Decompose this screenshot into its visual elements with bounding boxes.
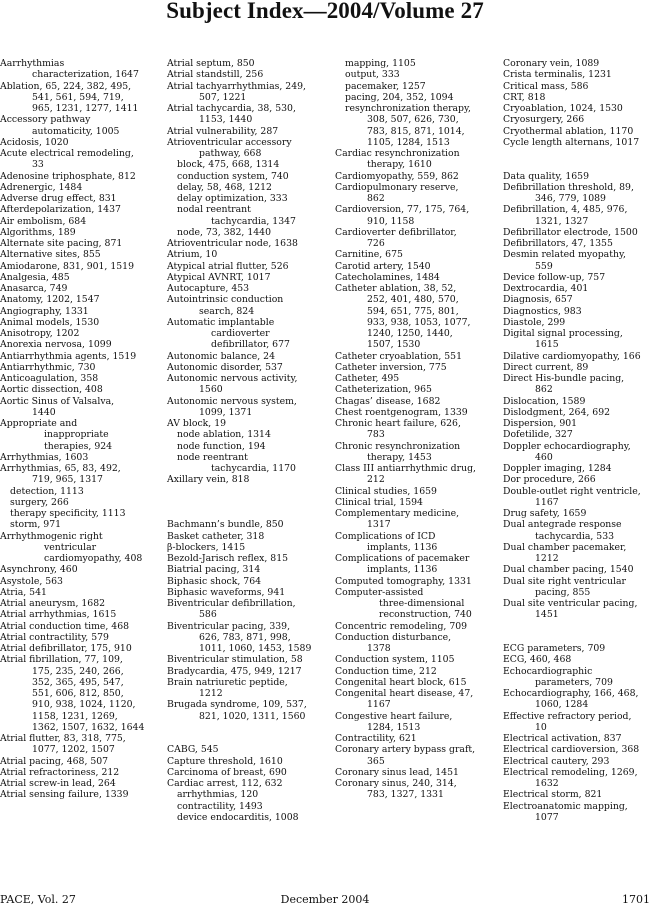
index-entry-line: Atrial defibrillator, 175, 910: [0, 643, 132, 654]
index-entry-line: Dilative cardiomyopathy, 166: [503, 350, 641, 362]
index-entry-line: Alternate site pacing, 871: [0, 238, 123, 249]
issue-date: December 2004: [280, 893, 370, 906]
index-entry-line: 1378: [367, 643, 391, 654]
index-entry-line: Electrical remodeling, 1269,: [503, 766, 638, 778]
index-entry-line: Antiarrhythmic, 730: [0, 361, 96, 373]
index-entry-line: Dual antegrade response: [503, 519, 622, 531]
index-column-3: [335, 58, 503, 801]
index-entry-line: Dual chamber pacemaker,: [503, 541, 627, 553]
index-entry-line: implants, 1136: [367, 564, 438, 576]
index-entry-line: three-dimensional: [379, 598, 465, 609]
index-entry-line: 1060, 1284: [535, 699, 589, 711]
index-entry-line: 1212: [199, 688, 223, 699]
index-entry-line: Acute electrical remodeling,: [0, 148, 134, 159]
index-entry-line: 1362, 1507, 1632, 1644: [32, 721, 145, 733]
index-entry-line: therapy, 1453: [367, 451, 432, 463]
index-entry-line: 1077, 1202, 1507: [32, 744, 115, 756]
index-entry-line: Diagnostics, 983: [503, 305, 582, 317]
index-entry-line: Asystole, 563: [0, 575, 63, 587]
index-entry-line: Cryosurgery, 266: [503, 114, 585, 126]
index-entry-line: Congenital heart disease, 47,: [335, 688, 474, 699]
index-entry-line: Congestive heart failure,: [335, 710, 453, 722]
index-entry-line: Catheter cryoablation, 551: [335, 350, 462, 362]
index-entry-line: Complications of ICD: [335, 530, 436, 542]
index-entry-line: Chronic resynchronization: [335, 440, 461, 452]
index-entry-line: device endocarditis, 1008: [177, 811, 299, 823]
index-entry-line: Chronic heart failure, 626,: [335, 418, 461, 429]
index-entry-line: Clinical studies, 1659: [335, 485, 437, 497]
index-gap: [503, 632, 650, 643]
index-entry-line: Electrical activation, 837: [503, 733, 622, 744]
index-entry-line: Adverse drug effect, 831: [0, 193, 117, 204]
index-entry-line: 10: [535, 721, 547, 733]
index-entry-line: Arrhythmias, 65, 83, 492,: [0, 463, 121, 474]
index-entry-line: ECG parameters, 709: [503, 643, 606, 654]
index-entry-line: pathway, 668: [199, 148, 262, 159]
index-entry-line: Complementary medicine,: [335, 508, 460, 519]
index-entry-line: Computer-assisted: [335, 586, 424, 598]
index-entry-line: Dislocation, 1589: [503, 395, 586, 407]
index-entry-line: inappropriate: [44, 429, 109, 441]
index-entry-line: Dual site ventricular pacing,: [503, 598, 638, 609]
index-entry-line: Anticoagulation, 358: [0, 373, 99, 384]
index-entry-line: Arrhythmias, 1603: [0, 451, 89, 463]
index-entry-line: search, 824: [199, 305, 255, 317]
index-entry-line: 1615: [535, 339, 559, 351]
index-entry-line: Adrenergic, 1484: [0, 181, 83, 193]
index-entry-line: Biventricular pacing, 339,: [167, 620, 291, 632]
index-entry-line: 1153, 1440: [199, 114, 253, 126]
index-entry-line: Autonomic nervous system,: [167, 395, 297, 407]
index-entry-line: 862: [535, 384, 553, 396]
index-entry-line: 559: [535, 260, 553, 272]
index-entry-line: 1440: [32, 406, 56, 418]
index-entry-line: Anorexia nervosa, 1099: [0, 339, 112, 351]
index-entry-line: Atrial contractility, 579: [0, 631, 109, 643]
index-entry-line: Accessory pathway: [0, 114, 91, 126]
index-entry-line: cardiomyopathy, 408: [44, 553, 143, 564]
index-entry-line: Double-outlet right ventricle,: [503, 485, 641, 497]
index-entry-line: CRT, 818: [503, 91, 546, 103]
index-entry-line: Analgesia, 485: [0, 271, 70, 283]
index-entry-line: Dislodgment, 264, 692: [503, 406, 611, 418]
index-entry-line: Class III antiarrhythmic drug,: [335, 463, 476, 474]
index-entry-line: 726: [367, 238, 385, 249]
index-entry-line: 1560: [199, 384, 223, 396]
index-column-4: [503, 58, 650, 823]
index-entry-line: 507, 1221: [199, 91, 247, 103]
index-entry-line: Echocardiography, 166, 468,: [503, 688, 639, 699]
index-entry-line: block, 475, 668, 1314: [177, 159, 280, 171]
index-entry-line: β-blockers, 1415: [167, 541, 246, 553]
index-gap: [167, 486, 337, 497]
index-entry-line: Coronary vein, 1089: [503, 58, 600, 69]
index-entry-line: 1284, 1513: [367, 721, 421, 733]
index-entry-line: Atrial vulnerability, 287: [167, 125, 279, 137]
index-entry-line: Afterdepolarization, 1437: [0, 204, 121, 216]
index-entry-line: Catheter ablation, 38, 52,: [335, 283, 457, 294]
index-entry-line: Atrial flutter, 83, 318, 775,: [0, 733, 126, 744]
index-entry-line: Atrial pacing, 468, 507: [0, 755, 109, 767]
index-entry-line: 1317: [367, 519, 391, 531]
index-entry-line: 1158, 1231, 1269,: [32, 710, 118, 722]
index-entry-line: cardioverter: [211, 328, 270, 339]
index-entry-line: Conduction disturbance,: [335, 631, 452, 643]
index-entry-line: automaticity, 1005: [32, 125, 120, 137]
index-entry-line: Basket catheter, 318: [167, 530, 265, 542]
index-entry-line: 910, 938, 1024, 1120,: [32, 699, 136, 711]
index-entry-line: Data quality, 1659: [503, 170, 589, 182]
index-entry-line: Biatrial pacing, 314: [167, 564, 261, 576]
index-entry-line: therapies, 924: [44, 440, 113, 452]
index-entry-line: 175, 235, 240, 266,: [32, 665, 124, 677]
index-entry-line: Ablation, 65, 224, 382, 495,: [0, 80, 132, 92]
index-entry-line: Cardiopulmonary reserve,: [335, 181, 459, 193]
index-entry-line: 1507, 1530: [367, 339, 421, 351]
index-entry-line: Defibrillator electrode, 1500: [503, 226, 638, 238]
index-entry-line: Contractility, 621: [335, 733, 417, 744]
index-entry-line: Algorithms, 189: [0, 226, 76, 238]
index-entry-line: Atrial conduction time, 468: [0, 620, 130, 632]
index-entry-line: Catheter inversion, 775: [335, 361, 447, 373]
index-entry-line: Capture threshold, 1610: [167, 755, 283, 767]
index-entry-line: Biventricular defibrillation,: [167, 598, 296, 609]
index-entry-line: 551, 606, 812, 850,: [32, 688, 124, 699]
index-entry-line: Defibrillators, 47, 1355: [503, 238, 613, 249]
index-entry-line: Effective refractory period,: [503, 710, 632, 722]
index-entry-line: 910, 1158: [367, 215, 415, 227]
index-entry-line: Dofetilide, 327: [503, 429, 573, 441]
index-entry-line: 1099, 1371: [199, 406, 253, 418]
index-entry-line: Defibrillation, 4, 485, 976,: [503, 204, 628, 216]
index-entry-line: ventricular: [44, 541, 97, 553]
index-entry-line: 1167: [367, 699, 391, 711]
index-entry-line: parameters, 709: [535, 676, 613, 688]
index-entry-line: Atria, 541: [0, 586, 47, 598]
index-entry-line: Defibrillation threshold, 89,: [503, 181, 634, 193]
index-entry-line: Dual chamber pacing, 1540: [503, 564, 634, 576]
index-entry-line: Anisotropy, 1202: [0, 328, 80, 339]
index-entry-line: Biphasic waveforms, 941: [167, 586, 286, 598]
index-entry-line: 965, 1231, 1277, 1411: [32, 103, 139, 114]
index-entry-line: Diagnosis, 657: [503, 294, 573, 306]
index-entry-line: tachycardia, 533: [535, 530, 615, 542]
index-entry-line: 586: [199, 609, 217, 621]
index-entry-line: Cryoablation, 1024, 1530: [503, 103, 623, 114]
page-title: Subject Index—2004/Volume 27: [166, 0, 484, 23]
index-entry-line: Appropriate and: [0, 418, 78, 429]
index-entry-line: Conduction time, 212: [335, 665, 437, 677]
index-entry-line: 1240, 1250, 1440,: [367, 328, 453, 339]
index-entry-line: Arrhythmogenic right: [0, 530, 103, 542]
index-gap: [167, 733, 337, 744]
index-entry-line: Amiodarone, 831, 901, 1519: [0, 260, 135, 272]
index-entry-line: 541, 561, 594, 719,: [32, 91, 124, 103]
index-entry-line: 1632: [535, 778, 559, 789]
index-entry-line: Atrioventricular accessory: [167, 136, 292, 148]
index-entry-line: Acidosis, 1020: [0, 136, 69, 148]
index-entry-line: Coronary artery bypass graft,: [335, 744, 476, 756]
index-entry-line: arrhythmias, 120: [177, 789, 259, 801]
index-entry-line: pacemaker, 1257: [345, 80, 426, 92]
index-entry-line: 626, 783, 871, 998,: [199, 631, 291, 643]
index-entry-line: Chagas’ disease, 1682: [335, 395, 441, 407]
index-entry-line: Antiarrhythmia agents, 1519: [0, 350, 137, 362]
index-entry-line: reconstruction, 740: [379, 609, 472, 621]
index-entry-line: Cardioverter defibrillator,: [335, 226, 457, 238]
index-entry-line: Atrial standstill, 256: [167, 69, 264, 81]
index-entry-line: 1077: [535, 811, 559, 823]
index-gap: [503, 159, 650, 170]
index-entry-line: node function, 194: [177, 440, 266, 452]
index-entry-line: 308, 507, 626, 730,: [367, 114, 459, 126]
index-entry-line: Direct His-bundle pacing,: [503, 373, 625, 384]
index-entry-line: surgery, 266: [10, 496, 69, 508]
index-entry-line: Aortic dissection, 408: [0, 384, 103, 396]
index-entry-line: 821, 1020, 1311, 1560: [199, 710, 306, 722]
index-entry-line: Echocardiographic: [503, 665, 593, 677]
index-entry-line: Clinical trial, 1594: [335, 496, 423, 508]
index-entry-line: Dispersion, 901: [503, 418, 578, 429]
index-entry-line: Adenosine triphosphate, 812: [0, 170, 136, 182]
index-entry-line: Congenital heart block, 615: [335, 676, 467, 688]
index-column-2: [167, 58, 337, 823]
index-entry-line: implants, 1136: [367, 541, 438, 553]
index-entry-line: Catecholamines, 1484: [335, 271, 440, 283]
index-entry-line: 346, 779, 1089: [535, 193, 606, 204]
index-entry-line: Brain natriuretic peptide,: [167, 676, 288, 688]
index-entry-line: Aortic Sinus of Valsalva,: [0, 395, 115, 407]
index-entry-line: Brugada syndrome, 109, 537,: [167, 699, 307, 711]
index-entry-line: contractility, 1493: [177, 800, 263, 812]
index-entry-line: Axillary vein, 818: [167, 474, 250, 486]
index-gap: [503, 621, 650, 632]
index-entry-line: Atrium, 10: [167, 249, 218, 261]
index-entry-line: Conduction system, 1105: [335, 654, 455, 666]
index-column-1: [0, 58, 162, 801]
index-entry-line: Dual site right ventricular: [503, 575, 626, 587]
index-entry-line: Biphasic shock, 764: [167, 575, 262, 587]
index-entry-line: delay optimization, 333: [177, 193, 288, 204]
index-entry-line: Coronary sinus lead, 1451: [335, 766, 459, 778]
index-entry-line: resynchronization therapy,: [345, 103, 471, 114]
index-entry-line: Dextrocardia, 401: [503, 283, 589, 294]
index-entry-line: Cardiac resynchronization: [335, 148, 460, 159]
index-entry-line: characterization, 1647: [32, 69, 139, 81]
index-entry-line: Drug safety, 1659: [503, 508, 587, 519]
index-entry-line: 460: [535, 451, 553, 463]
index-entry-line: Cardioversion, 77, 175, 764,: [335, 204, 470, 216]
index-entry-line: defibrillator, 677: [211, 339, 290, 351]
index-entry-line: Atypical atrial flutter, 526: [167, 260, 289, 272]
index-entry-line: Autonomic nervous activity,: [167, 373, 298, 384]
index-entry-line: nodal reentrant: [177, 204, 251, 216]
index-entry-line: detection, 1113: [10, 485, 84, 497]
index-entry-line: node reentrant: [177, 451, 248, 463]
index-entry-line: Atrial tachycardia, 38, 530,: [167, 103, 296, 114]
index-entry-line: output, 333: [345, 69, 400, 81]
index-entry-line: 594, 651, 775, 801,: [367, 305, 459, 317]
index-entry-line: Air embolism, 684: [0, 215, 87, 227]
index-entry-line: 1321, 1327: [535, 215, 589, 227]
index-entry-line: 252, 401, 480, 570,: [367, 294, 459, 306]
index-entry-line: Bradycardia, 475, 949, 1217: [167, 665, 302, 677]
index-entry-line: node, 73, 382, 1440: [177, 226, 272, 238]
index-entry-line: Electrical cardioversion, 368: [503, 744, 640, 756]
index-entry-line: tachycardia, 1170: [211, 463, 296, 474]
index-entry-line: Concentric remodeling, 709: [335, 620, 468, 632]
index-entry-line: Digital signal processing,: [503, 328, 623, 339]
index-entry-line: therapy specificity, 1113: [10, 508, 126, 519]
index-entry-line: Carcinoma of breast, 690: [167, 766, 287, 778]
index-entry-line: 783: [367, 429, 385, 441]
index-entry-line: Autointrinsic conduction: [167, 294, 284, 306]
journal-volume: PACE, Vol. 27: [0, 893, 76, 906]
index-entry-line: Electrical storm, 821: [503, 789, 603, 801]
index-entry-line: Cycle length alternans, 1017: [503, 136, 640, 148]
index-entry-line: Desmin related myopathy,: [503, 249, 626, 261]
index-entry-line: Autocapture, 453: [167, 283, 250, 294]
index-entry-line: therapy, 1610: [367, 159, 432, 171]
index-entry-line: Complications of pacemaker: [335, 553, 470, 564]
index-entry-line: Biventricular stimulation, 58: [167, 654, 303, 666]
index-entry-line: Coronary sinus, 240, 314,: [335, 778, 457, 789]
index-gap: [503, 148, 650, 159]
index-entry-line: 1011, 1060, 1453, 1589: [199, 643, 312, 654]
index-entry-line: Atrial sensing failure, 1339: [0, 789, 129, 801]
index-entry-line: 352, 365, 495, 547,: [32, 676, 124, 688]
index-entry-line: Atrial screw-in lead, 264: [0, 778, 116, 789]
index-entry-line: delay, 58, 468, 1212: [177, 181, 272, 193]
index-entry-line: Atrial tachyarrhythmias, 249,: [167, 80, 307, 92]
index-entry-line: Chest roentgenogram, 1339: [335, 406, 468, 418]
index-entry-line: Alternative sites, 855: [0, 249, 101, 261]
index-entry-line: Atrial septum, 850: [167, 58, 255, 69]
index-entry-line: Angiography, 1331: [0, 305, 89, 317]
index-gap: [167, 497, 337, 508]
index-entry-line: Dor procedure, 266: [503, 474, 596, 486]
index-entry-line: Cardiomyopathy, 559, 862: [335, 170, 459, 182]
index-entry-line: Animal models, 1530: [0, 316, 100, 328]
index-entry-line: Atrioventricular node, 1638: [167, 238, 298, 249]
index-entry-line: pacing, 204, 352, 1094: [345, 91, 454, 103]
index-entry-line: Atrial arrhythmias, 1615: [0, 609, 117, 621]
index-entry-line: Device follow-up, 757: [503, 271, 606, 283]
index-entry-line: Carnitine, 675: [335, 249, 403, 261]
index-entry-line: 1451: [535, 609, 559, 621]
index-entry-line: Crista terminalis, 1231: [503, 69, 612, 81]
index-entry-line: 33: [32, 159, 44, 171]
index-entry-line: Computed tomography, 1331: [335, 575, 472, 587]
index-entry-line: Direct current, 89: [503, 361, 589, 373]
index-entry-line: 1212: [535, 553, 559, 564]
index-entry-line: tachycardia, 1347: [211, 215, 296, 227]
index-entry-line: 1167: [535, 496, 559, 508]
index-entry-line: ECG, 460, 468: [503, 654, 572, 666]
index-entry-line: Catheterization, 965: [335, 384, 432, 396]
index-entry-line: 212: [367, 474, 385, 486]
index-entry-line: Autonomic disorder, 537: [167, 361, 283, 373]
index-entry-line: 783, 815, 871, 1014,: [367, 125, 465, 137]
index-entry-line: Atrial refractoriness, 212: [0, 766, 120, 778]
index-entry-line: Asynchrony, 460: [0, 564, 78, 576]
index-entry-line: Electroanatomic mapping,: [503, 800, 628, 812]
index-entry-line: storm, 971: [10, 519, 62, 531]
index-entry-line: conduction system, 740: [177, 170, 289, 182]
index-entry-line: Carotid artery, 1540: [335, 260, 431, 272]
index-entry-line: mapping, 1105: [345, 58, 416, 69]
index-entry-line: AV block, 19: [167, 418, 227, 429]
index-entry-line: Cryothermal ablation, 1170: [503, 125, 634, 137]
index-gap: [167, 508, 337, 519]
index-entry-line: Doppler imaging, 1284: [503, 463, 612, 474]
index-entry-line: Bezold-Jarisch reflex, 815: [167, 553, 289, 564]
page-number: 1701: [622, 893, 650, 906]
index-entry-line: 1105, 1284, 1513: [367, 136, 450, 148]
index-entry-line: Autonomic balance, 24: [167, 350, 276, 362]
index-entry-line: 719, 965, 1317: [32, 474, 103, 486]
index-entry-line: pacing, 855: [535, 586, 591, 598]
index-entry-line: node ablation, 1314: [177, 429, 271, 441]
page-footer: [0, 893, 650, 907]
index-entry-line: Electrical cautery, 293: [503, 755, 610, 767]
index-entry-line: Anasarca, 749: [0, 283, 68, 294]
index-entry-line: Cardiac arrest, 112, 632: [167, 778, 283, 789]
index-entry-line: Critical mass, 586: [503, 80, 589, 92]
index-entry-line: Doppler echocardiography,: [503, 440, 631, 452]
index-entry-line: Catheter, 495: [335, 373, 400, 384]
index-entry-line: Anatomy, 1202, 1547: [0, 294, 100, 306]
index-entry-line: CABG, 545: [167, 744, 219, 756]
index-entry-line: Aarrhythmias: [0, 58, 65, 69]
index-gap: [167, 722, 337, 733]
index-entry-line: Atypical AVNRT, 1017: [167, 271, 271, 283]
index-entry-line: Diastole, 299: [503, 316, 566, 328]
index-entry-line: 933, 938, 1053, 1077,: [367, 316, 471, 328]
index-entry-line: 862: [367, 193, 385, 204]
index-entry-line: Atrial aneurysm, 1682: [0, 598, 106, 609]
index-entry-line: Atrial fibrillation, 77, 109,: [0, 654, 123, 666]
index-entry-line: 365: [367, 755, 385, 767]
index-entry-line: 783, 1327, 1331: [367, 789, 444, 801]
index-entry-line: Automatic implantable: [167, 316, 275, 328]
index-entry-line: Bachmann’s bundle, 850: [167, 519, 284, 531]
